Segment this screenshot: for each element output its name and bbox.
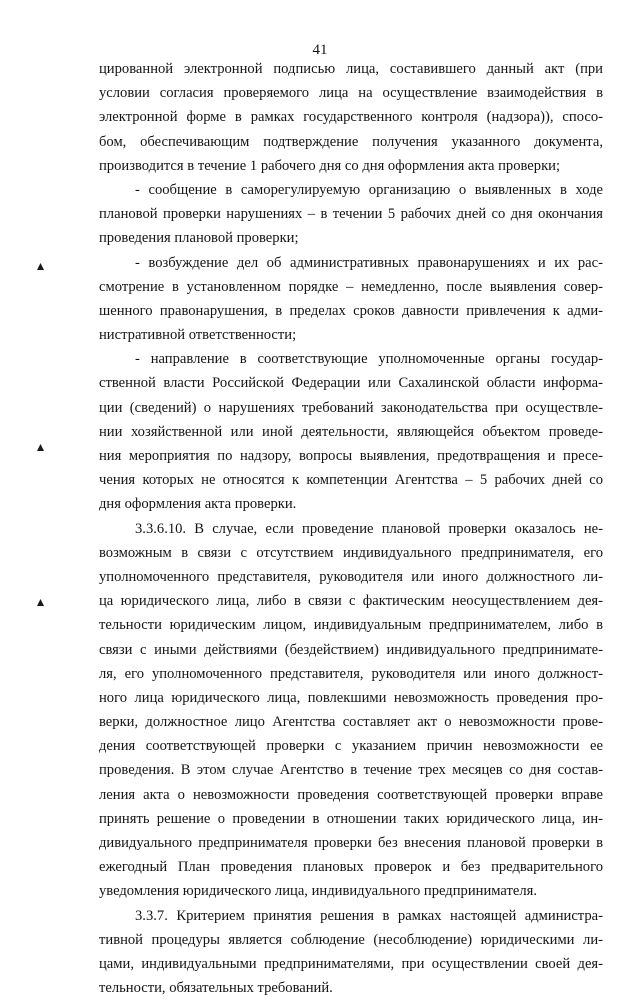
body-text [99, 57, 603, 1000]
text-line: ля, его уполномоченного представителя, руководителя или иного должност- [99, 665, 603, 682]
text-line: ния мероприятия по надзору, вопросы выявления, предотвращения и пресе- [99, 448, 603, 464]
text-line: тельности, обязательных требований. [99, 980, 333, 997]
text-line: производится в течение 1 рабочего дня со дня оформления акта проверки; [99, 157, 561, 174]
text-line: чения которых не относятся к компетенции Агентства – 5 рабочих дней со [99, 472, 603, 489]
text-line: ного лица юридического лица, повлекшими невозможность проведения про- [99, 689, 603, 706]
text-line: электронной форме в рамках государственного контроля (надзора)), спосо- [99, 109, 603, 126]
text-line: уполномоченного представителя, руководителя или иного должностного ли- [99, 568, 603, 585]
text-line: дивидуального предпринимателя проверки без внесения плановой проверки в [99, 835, 603, 851]
text-line: связи с иными действиями (бездействием) индивидуального предпринимате- [99, 641, 603, 658]
text-line: дения соответствующей проверки с указанием причин невозможности ее [99, 738, 603, 755]
text-line: нистративной ответственности; [99, 327, 297, 344]
text-line: цами, индивидуальными предпринимателями, при осуществлении своей дея- [99, 955, 603, 972]
text-line: ца юридического лица, либо в связи с фактическим неосуществлением дея- [99, 593, 603, 610]
text-line: шенного правонарушения, в пределах сроков давности привлечения к адми- [99, 302, 603, 319]
text-line: нии хозяйственной или иной деятельности, являющейся объектом проведе- [99, 423, 603, 440]
text-line: принять решение о проведении в отношении таких юридического лица, ин- [99, 810, 603, 827]
text-line: - направление в соответствующие уполномоченные органы государ- [135, 351, 603, 368]
text-line: ления акта о невозможности проведения соответствующей проверки вправе [99, 786, 603, 803]
text-line: - сообщение в саморегулируемую организацию о выявленных в ходе [135, 181, 603, 198]
text-line: бом, обеспечивающим подтверждение получения указанного документа, [99, 133, 603, 150]
text-line: 3.3.7. Критерием принятия решения в рамках настоящей администра- [135, 907, 603, 924]
text-line: верки, должностное лицо Агентства составляет акт о невозможности прове- [99, 714, 603, 731]
text-line: - возбуждение дел об административных правонарушениях и их рас- [135, 254, 603, 271]
text-line: дня оформления акта проверки. [99, 496, 297, 513]
text-line: проведения плановой проверки; [99, 230, 299, 247]
text-line: ственной власти Российской Федерации или Сахалинской области информа- [99, 375, 603, 392]
text-line: условии согласия проверяемого лица на осуществление взаимодействия в [99, 85, 603, 102]
page-number: 41 [312, 42, 328, 58]
text-line: уведомления юридического лица, индивидуального предпринимателя. [99, 883, 537, 900]
margin-mark-icon [36, 598, 45, 607]
text-line: проведения. В этом случае Агентство в течение трех месяцев со дня состав- [99, 762, 603, 779]
text-line: тивной процедуры является соблюдение (несоблюдение) юридическими ли- [99, 931, 603, 948]
text-line: цированной электронной подписью лица, составившего данный акт (при [99, 61, 603, 77]
margin-mark-icon [36, 443, 45, 452]
margin-mark-icon [36, 262, 45, 271]
text-line: возможным в связи с отсутствием индивидуального предпринимателя, его [99, 544, 603, 561]
text-line: ежегодный План проведения плановых проверок и без предварительного [99, 859, 603, 876]
text-line: 3.3.6.10. В случае, если проведение плановой проверки оказалось не- [135, 520, 603, 537]
text-line: ции (сведений) о нарушениях требований законодательства при осуществле- [99, 399, 603, 416]
text-line: плановой проверки нарушениях – в течении 5 рабочих дней со дня окончания [99, 206, 603, 223]
text-line: тельности юридическим лицом, индивидуальным предпринимателем, либо в [99, 617, 603, 634]
text-line: смотрение в установленном порядке – немедленно, после выявления совер- [99, 278, 603, 295]
